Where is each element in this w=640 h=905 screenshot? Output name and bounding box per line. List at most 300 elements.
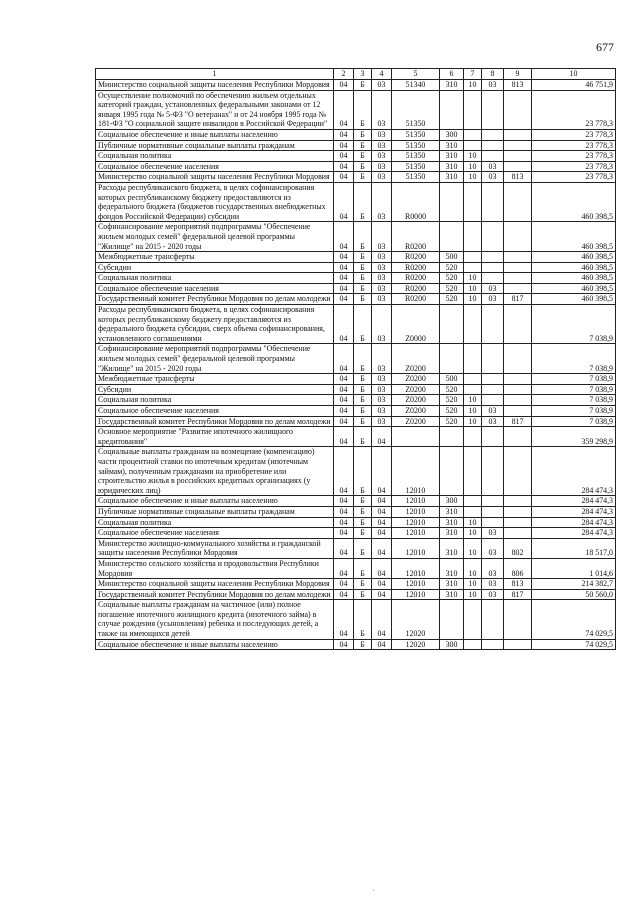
- cell-name: Расходы республиканского бюджета, в целях софинансирования которых республиканскому бюджету предоставляются из федерального бюджета субсидии, сверх объема софинансирования, установленного соглашениями: [96, 305, 334, 344]
- cell-name: Софинансирование мероприятий подпрограммы "Обеспечение жильем молодых семей" федеральной целевой программы "Жилище" на 2015 - 2020 годы: [96, 344, 334, 374]
- cell-col-7: [464, 600, 482, 639]
- cell-col-6: 520: [440, 294, 464, 305]
- cell-col-4: 04: [372, 517, 392, 528]
- cell-amount: 23 778,3: [532, 161, 616, 172]
- cell-col-8: [482, 182, 504, 221]
- cell-col-6: [440, 222, 464, 252]
- cell-col-3: Б: [354, 447, 372, 496]
- cell-col-7: [464, 222, 482, 252]
- table-row: [96, 406, 616, 417]
- cell-col-7: 10: [464, 579, 482, 590]
- cell-name: Министерство социальной защиты населения Республики Мордовия: [96, 579, 334, 590]
- cell-name: Социальное обеспечение населения: [96, 161, 334, 172]
- cell-name: Министерство сельского хозяйства и продовольствия Республики Мордовия: [96, 558, 334, 578]
- cell-col-4: 03: [372, 182, 392, 221]
- cell-col-3: Б: [354, 90, 372, 129]
- table-body: [96, 80, 616, 650]
- cell-col-9: 806: [504, 558, 532, 578]
- cell-col-4: 03: [372, 172, 392, 183]
- cell-col-3: Б: [354, 273, 372, 284]
- table-row: [96, 416, 616, 427]
- table-row: [96, 447, 616, 496]
- cell-col-4: 04: [372, 589, 392, 600]
- cell-col-9: [504, 384, 532, 395]
- table-row: [96, 558, 616, 578]
- cell-col-5: 51340: [392, 80, 440, 91]
- cell-col-7: [464, 427, 482, 447]
- table-row: [96, 151, 616, 162]
- cell-col-8: [482, 129, 504, 140]
- cell-col-3: Б: [354, 182, 372, 221]
- cell-col-4: 03: [372, 262, 392, 273]
- cell-col-3: Б: [354, 528, 372, 539]
- cell-col-6: [440, 305, 464, 344]
- cell-col-6: 310: [440, 140, 464, 151]
- cell-name: Социальное обеспечение населения: [96, 406, 334, 417]
- cell-amount: 46 751,9: [532, 80, 616, 91]
- cell-col-5: 12010: [392, 589, 440, 600]
- cell-col-5: Z0200: [392, 406, 440, 417]
- cell-col-3: Б: [354, 172, 372, 183]
- cell-col-9: [504, 262, 532, 273]
- cell-col-2: 04: [334, 600, 354, 639]
- cell-name: Социальное обеспечение и иные выплаты населению: [96, 639, 334, 650]
- budget-table: [95, 68, 616, 650]
- cell-col-2: 04: [334, 252, 354, 263]
- cell-col-4: 03: [372, 283, 392, 294]
- cell-col-6: 310: [440, 506, 464, 517]
- table-row: [96, 182, 616, 221]
- header-col-10: 10: [532, 69, 616, 80]
- cell-name: Министерство жилищно-коммунального хозяйства и гражданской защиты населения Республики Мордовия: [96, 538, 334, 558]
- cell-col-5: 12010: [392, 528, 440, 539]
- cell-col-7: [464, 384, 482, 395]
- cell-col-3: Б: [354, 416, 372, 427]
- table-row: [96, 517, 616, 528]
- cell-amount: 460 398,5: [532, 182, 616, 221]
- cell-amount: 50 560,0: [532, 589, 616, 600]
- cell-amount: 7 038,9: [532, 416, 616, 427]
- cell-col-9: 817: [504, 416, 532, 427]
- cell-col-4: 03: [372, 90, 392, 129]
- cell-col-3: Б: [354, 395, 372, 406]
- table-row: [96, 344, 616, 374]
- cell-col-8: 03: [482, 416, 504, 427]
- cell-col-5: Z0000: [392, 305, 440, 344]
- header-col-3: 3: [354, 69, 372, 80]
- cell-col-5: 51350: [392, 140, 440, 151]
- cell-col-2: 04: [334, 172, 354, 183]
- cell-name: Субсидии: [96, 384, 334, 395]
- cell-name: Министерство социальной защиты населения Республики Мордовия: [96, 80, 334, 91]
- cell-col-5: [392, 427, 440, 447]
- cell-col-7: 10: [464, 406, 482, 417]
- cell-col-9: [504, 182, 532, 221]
- cell-col-5: 12010: [392, 506, 440, 517]
- cell-col-6: [440, 447, 464, 496]
- cell-col-5: R0200: [392, 273, 440, 284]
- cell-amount: 7 038,9: [532, 344, 616, 374]
- cell-col-6: 520: [440, 283, 464, 294]
- cell-col-4: 04: [372, 528, 392, 539]
- cell-amount: 7 038,9: [532, 406, 616, 417]
- cell-col-4: 04: [372, 538, 392, 558]
- cell-col-8: [482, 600, 504, 639]
- cell-col-8: [482, 374, 504, 385]
- cell-name: Субсидии: [96, 262, 334, 273]
- cell-col-4: 03: [372, 374, 392, 385]
- cell-col-9: 813: [504, 579, 532, 590]
- cell-col-5: 12010: [392, 558, 440, 578]
- cell-col-2: 04: [334, 305, 354, 344]
- cell-col-6: 310: [440, 161, 464, 172]
- cell-col-8: [482, 344, 504, 374]
- cell-name: Социальное обеспечение населения: [96, 283, 334, 294]
- cell-col-6: 310: [440, 151, 464, 162]
- cell-col-3: Б: [354, 374, 372, 385]
- cell-col-2: 04: [334, 374, 354, 385]
- cell-amount: 284 474,3: [532, 496, 616, 507]
- cell-col-4: 03: [372, 305, 392, 344]
- cell-col-9: [504, 90, 532, 129]
- cell-col-6: [440, 427, 464, 447]
- cell-col-4: 03: [372, 273, 392, 284]
- header-col-4: 4: [372, 69, 392, 80]
- table-row: [96, 305, 616, 344]
- cell-col-6: 520: [440, 384, 464, 395]
- cell-col-4: 04: [372, 600, 392, 639]
- cell-col-3: Б: [354, 140, 372, 151]
- table-row: [96, 384, 616, 395]
- cell-amount: 23 778,3: [532, 140, 616, 151]
- cell-col-9: [504, 140, 532, 151]
- cell-name: Межбюджетные трансферты: [96, 374, 334, 385]
- cell-name: Софинансирование мероприятий подпрограммы "Обеспечение жильем молодых семей" федеральной целевой программы "Жилище" на 2015 - 2020 годы: [96, 222, 334, 252]
- cell-amount: 23 778,3: [532, 129, 616, 140]
- cell-col-5: 51350: [392, 161, 440, 172]
- cell-col-3: Б: [354, 406, 372, 417]
- cell-name: Социальные выплаты гражданам на частичное (или) полное погашение ипотечного жилищного кредита (ипотечного займа) в случае рождения (усыновления) ребенка и последующих детей, а также на имеющихся детей: [96, 600, 334, 639]
- cell-col-9: [504, 427, 532, 447]
- cell-name: Основное мероприятие "Развитие ипотечного жилищного кредитования": [96, 427, 334, 447]
- cell-col-9: [504, 447, 532, 496]
- header-col-5: 5: [392, 69, 440, 80]
- cell-col-5: 51350: [392, 90, 440, 129]
- cell-col-2: 04: [334, 151, 354, 162]
- cell-col-7: 10: [464, 558, 482, 578]
- cell-col-5: 51350: [392, 172, 440, 183]
- cell-col-5: Z0200: [392, 395, 440, 406]
- cell-col-2: 04: [334, 579, 354, 590]
- cell-col-9: [504, 252, 532, 263]
- cell-name: Осуществление полномочий по обеспечению жильем отдельных категорий граждан, установленных федеральными законами от 12 января 1995 года № 5-ФЗ "О ветеранах" и от 24 ноября 1995 года № 181-ФЗ "О социальной защите инвалидов в Российской Федерации": [96, 90, 334, 129]
- cell-col-2: 04: [334, 395, 354, 406]
- cell-col-8: 03: [482, 161, 504, 172]
- cell-col-8: [482, 222, 504, 252]
- table-row: [96, 273, 616, 284]
- header-col-7: 7: [464, 69, 482, 80]
- cell-col-7: [464, 90, 482, 129]
- cell-amount: 74 029,5: [532, 639, 616, 650]
- cell-col-2: 04: [334, 406, 354, 417]
- cell-col-4: 03: [372, 384, 392, 395]
- cell-col-3: Б: [354, 496, 372, 507]
- cell-amount: 460 398,5: [532, 283, 616, 294]
- cell-name: Государственный комитет Республики Мордовия по делам молодежи: [96, 589, 334, 600]
- cell-name: Социальная политика: [96, 395, 334, 406]
- cell-col-7: [464, 129, 482, 140]
- cell-col-8: 03: [482, 579, 504, 590]
- cell-col-8: [482, 90, 504, 129]
- cell-col-6: 310: [440, 517, 464, 528]
- cell-amount: 1 014,6: [532, 558, 616, 578]
- cell-name: Социальное обеспечение и иные выплаты населению: [96, 129, 334, 140]
- cell-col-7: 10: [464, 517, 482, 528]
- cell-col-9: [504, 639, 532, 650]
- cell-col-3: Б: [354, 517, 372, 528]
- page-number: 677: [596, 40, 614, 54]
- cell-col-6: 520: [440, 262, 464, 273]
- cell-col-2: 04: [334, 90, 354, 129]
- table-header-row: [96, 69, 616, 80]
- cell-col-2: 04: [334, 273, 354, 284]
- cell-amount: 359 298,9: [532, 427, 616, 447]
- cell-col-3: Б: [354, 161, 372, 172]
- cell-col-4: 03: [372, 161, 392, 172]
- table-row: [96, 600, 616, 639]
- cell-col-8: 03: [482, 80, 504, 91]
- cell-col-2: 04: [334, 427, 354, 447]
- table-row: [96, 161, 616, 172]
- cell-col-8: [482, 140, 504, 151]
- cell-name: Социальная политика: [96, 517, 334, 528]
- cell-name: Социальные выплаты гражданам на возмещение (компенсацию) части процентной ставки по ипотечным кредитам (ипотечным займам), полученным гражданами на приобретение или строительство жилья в российских кредитных организациях (у юридических лиц): [96, 447, 334, 496]
- cell-col-7: 10: [464, 416, 482, 427]
- cell-amount: 460 398,5: [532, 294, 616, 305]
- footer-mark: ·: [372, 886, 375, 895]
- cell-col-9: [504, 222, 532, 252]
- cell-amount: 284 474,3: [532, 447, 616, 496]
- cell-col-2: 04: [334, 447, 354, 496]
- cell-amount: 74 029,5: [532, 600, 616, 639]
- cell-name: Социальное обеспечение и иные выплаты населению: [96, 496, 334, 507]
- cell-col-7: 10: [464, 294, 482, 305]
- cell-col-8: [482, 506, 504, 517]
- cell-col-6: 310: [440, 538, 464, 558]
- cell-col-2: 04: [334, 416, 354, 427]
- cell-name: Социальная политика: [96, 151, 334, 162]
- cell-col-7: 10: [464, 538, 482, 558]
- cell-col-4: 03: [372, 416, 392, 427]
- cell-col-6: 310: [440, 589, 464, 600]
- cell-col-8: 03: [482, 172, 504, 183]
- cell-col-8: 03: [482, 558, 504, 578]
- cell-col-7: 10: [464, 80, 482, 91]
- cell-amount: 23 778,3: [532, 172, 616, 183]
- table-row: [96, 395, 616, 406]
- table-row: [96, 579, 616, 590]
- cell-amount: 214 382,7: [532, 579, 616, 590]
- cell-col-5: R0200: [392, 222, 440, 252]
- cell-col-2: 04: [334, 506, 354, 517]
- cell-col-5: R0200: [392, 252, 440, 263]
- cell-col-8: [482, 395, 504, 406]
- cell-col-3: Б: [354, 427, 372, 447]
- cell-col-8: [482, 427, 504, 447]
- cell-col-5: 12010: [392, 447, 440, 496]
- cell-col-6: 520: [440, 395, 464, 406]
- cell-col-2: 04: [334, 161, 354, 172]
- cell-col-6: 520: [440, 406, 464, 417]
- cell-col-9: [504, 528, 532, 539]
- cell-col-6: 300: [440, 129, 464, 140]
- cell-col-6: 310: [440, 528, 464, 539]
- cell-col-9: 813: [504, 172, 532, 183]
- cell-col-5: R0200: [392, 294, 440, 305]
- cell-amount: 7 038,9: [532, 305, 616, 344]
- cell-col-3: Б: [354, 589, 372, 600]
- cell-col-2: 04: [334, 538, 354, 558]
- cell-col-4: 03: [372, 344, 392, 374]
- cell-col-7: [464, 639, 482, 650]
- cell-name: Министерство социальной защиты населения Республики Мордовия: [96, 172, 334, 183]
- header-col-2: 2: [334, 69, 354, 80]
- cell-col-7: [464, 496, 482, 507]
- table-row: [96, 222, 616, 252]
- cell-amount: 460 398,5: [532, 252, 616, 263]
- cell-col-2: 04: [334, 384, 354, 395]
- cell-name: Расходы республиканского бюджета, в целях софинансирования которых республиканскому бюджету предоставляются из федерального бюджета (бюджетов государственных внебюджетных фондов Российской Федерации) субсидии: [96, 182, 334, 221]
- cell-col-3: Б: [354, 222, 372, 252]
- cell-col-2: 04: [334, 589, 354, 600]
- cell-col-5: 12010: [392, 538, 440, 558]
- cell-col-3: Б: [354, 344, 372, 374]
- cell-amount: 284 474,3: [532, 517, 616, 528]
- table-row: [96, 538, 616, 558]
- cell-col-6: [440, 90, 464, 129]
- cell-col-3: Б: [354, 262, 372, 273]
- cell-amount: 460 398,5: [532, 222, 616, 252]
- cell-col-9: 817: [504, 589, 532, 600]
- cell-col-9: [504, 283, 532, 294]
- cell-col-6: 520: [440, 273, 464, 284]
- cell-col-5: 12020: [392, 600, 440, 639]
- cell-name: Публичные нормативные социальные выплаты гражданам: [96, 140, 334, 151]
- header-col-8: 8: [482, 69, 504, 80]
- cell-name: Государственный комитет Республики Мордовия по делам молодежи: [96, 416, 334, 427]
- table-row: [96, 496, 616, 507]
- cell-col-7: 10: [464, 589, 482, 600]
- cell-col-7: 10: [464, 528, 482, 539]
- header-col-6: 6: [440, 69, 464, 80]
- cell-col-6: 500: [440, 252, 464, 263]
- table-row: [96, 374, 616, 385]
- cell-col-7: 10: [464, 283, 482, 294]
- cell-col-8: [482, 639, 504, 650]
- cell-col-3: Б: [354, 506, 372, 517]
- cell-name: Государственный комитет Республики Мордовия по делам молодежи: [96, 294, 334, 305]
- cell-col-5: 12010: [392, 579, 440, 590]
- cell-col-8: [482, 384, 504, 395]
- cell-col-4: 04: [372, 427, 392, 447]
- cell-col-9: [504, 406, 532, 417]
- table-row: [96, 140, 616, 151]
- cell-col-8: [482, 496, 504, 507]
- header-col-9: 9: [504, 69, 532, 80]
- cell-col-7: [464, 252, 482, 263]
- cell-amount: 7 038,9: [532, 395, 616, 406]
- cell-col-9: [504, 496, 532, 507]
- table-row: [96, 427, 616, 447]
- cell-col-4: 03: [372, 252, 392, 263]
- cell-col-5: Z0200: [392, 374, 440, 385]
- cell-col-4: 03: [372, 80, 392, 91]
- cell-col-7: [464, 305, 482, 344]
- cell-name: Публичные нормативные социальные выплаты гражданам: [96, 506, 334, 517]
- cell-col-7: [464, 447, 482, 496]
- cell-col-8: [482, 273, 504, 284]
- cell-col-2: 04: [334, 294, 354, 305]
- cell-col-2: 04: [334, 283, 354, 294]
- cell-amount: 7 038,9: [532, 374, 616, 385]
- cell-col-7: [464, 506, 482, 517]
- cell-col-2: 04: [334, 639, 354, 650]
- cell-col-9: 817: [504, 294, 532, 305]
- cell-col-5: 12010: [392, 496, 440, 507]
- cell-col-2: 04: [334, 129, 354, 140]
- cell-col-3: Б: [354, 283, 372, 294]
- cell-amount: 23 778,3: [532, 90, 616, 129]
- cell-name: Социальное обеспечение населения: [96, 528, 334, 539]
- cell-col-2: 04: [334, 80, 354, 91]
- cell-amount: 23 778,3: [532, 151, 616, 162]
- cell-col-4: 04: [372, 496, 392, 507]
- cell-col-3: Б: [354, 80, 372, 91]
- cell-col-5: R0200: [392, 262, 440, 273]
- cell-col-3: Б: [354, 579, 372, 590]
- cell-col-3: Б: [354, 151, 372, 162]
- cell-col-7: 10: [464, 172, 482, 183]
- cell-col-4: 04: [372, 579, 392, 590]
- cell-col-6: [440, 344, 464, 374]
- cell-col-3: Б: [354, 384, 372, 395]
- cell-col-9: [504, 374, 532, 385]
- cell-col-5: Z0200: [392, 344, 440, 374]
- cell-name: Межбюджетные трансферты: [96, 252, 334, 263]
- cell-col-3: Б: [354, 294, 372, 305]
- cell-col-2: 04: [334, 262, 354, 273]
- table-row: [96, 90, 616, 129]
- cell-col-9: [504, 273, 532, 284]
- cell-col-9: [504, 517, 532, 528]
- table-row: [96, 639, 616, 650]
- cell-col-9: 813: [504, 80, 532, 91]
- table-row: [96, 506, 616, 517]
- cell-col-4: 03: [372, 140, 392, 151]
- cell-col-8: [482, 151, 504, 162]
- cell-col-5: 51350: [392, 129, 440, 140]
- cell-col-8: [482, 517, 504, 528]
- cell-col-2: 04: [334, 140, 354, 151]
- cell-col-6: 310: [440, 80, 464, 91]
- table-row: [96, 80, 616, 91]
- cell-col-4: 03: [372, 129, 392, 140]
- cell-col-8: 03: [482, 283, 504, 294]
- table-row: [96, 262, 616, 273]
- cell-col-9: [504, 151, 532, 162]
- cell-col-7: [464, 182, 482, 221]
- cell-amount: 460 398,5: [532, 273, 616, 284]
